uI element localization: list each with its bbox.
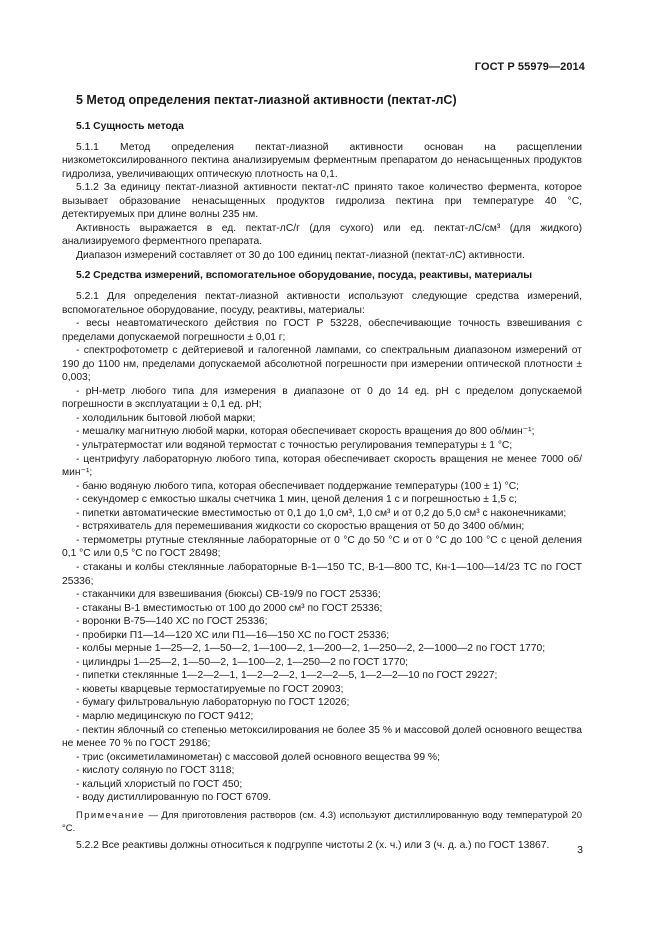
note xyxy=(62,809,582,835)
list-item: - пипетки автоматические вместимостью от 0,1 до 1,0 см³, 1,0 см³ и от 0,2 до 5,0 см³ с наконечниками; xyxy=(76,507,567,519)
paragraph-5-2-1: 5.2.1 Для определения пектат-лиазной активности используют следующие средства измерений, вспомогательное оборудование, посуду, реактивы, материалы: xyxy=(62,291,582,316)
list-item: - стаканы и колбы стеклянные лабораторные В-1—150 ТС, В-1—800 ТС, Кн-1—100—14/23 ТС по ГОСТ 25336; xyxy=(62,561,582,587)
list-item: - колбы мерные 1—25—2, 1—50—2, 1—100—2, 1—200—2, 1—250—2, 2—1000—2 по ГОСТ 1770; xyxy=(76,643,546,655)
list-item: - пектин яблочный со степенью метоксилирования не более 35 % и массовой долей основного вещества не менее 70 % по ГОСТ 29186; xyxy=(62,724,582,750)
subsection-title-5-2: 5.2 Средства измерений, вспомогательное оборудование, посуда, реактивы, материалы xyxy=(76,270,533,282)
section-title: 5 Метод определения пектат-лиазной активности (пектат-лС) xyxy=(76,93,457,107)
list-item: - весы неавтоматического действия по ГОСТ Р 53228, обеспечивающие точность взвешивания с пределами допускаемой погрешности ± 0,01 г; xyxy=(62,318,582,343)
list-item: - мешалку магнитную любой марки, которая обеспечивает скорость вращения до 800 об/мин⁻¹; xyxy=(76,426,535,438)
list-item: - кюветы кварцевые термостатируемые по ГОСТ 20903; xyxy=(76,683,344,695)
list-item: - центрифугу лабораторную любого типа, которая обеспечивает скорость вращения не менее 7000 об/мин⁻¹; xyxy=(62,453,582,479)
list-item: - цилиндры 1—25—2, 1—50—2, 1—100—2, 1—250—2 по ГОСТ 1770; xyxy=(76,656,409,668)
note-text: — Для приготовления растворов (см. 4.3) используют дистиллированную воду температурой 20 °С. xyxy=(62,809,582,834)
note-label: Примечание xyxy=(76,809,145,821)
paragraph-5-1-2: 5.1.2 За единицу пектат-лиазной активности пектат-лС принято такое количество фермента, которое вызывает образование ненасыщенных продуктов гидролиза пектина при температуре 40 °С, детектируемых при длине волны 235 нм. xyxy=(62,182,582,221)
list-item: - кальций хлористый по ГОСТ 450; xyxy=(76,778,243,790)
list-item: - воронки В-75—140 ХС по ГОСТ 25336; xyxy=(76,616,268,628)
list-item: - пробирки П1—14—120 ХС или П1—16—150 ХС по ГОСТ 25336; xyxy=(76,629,390,641)
standard-number: ГОСТ Р 55979—2014 xyxy=(474,61,585,73)
list-item: - кислоту соляную по ГОСТ 3118; xyxy=(76,765,235,777)
paragraph-5-1-1: 5.1.1 Метод определения пектат-лиазной активности основан на расщеплении низкометоксилированного пектина анализируемым ферментным препаратом до ненасыщенных продуктов гидролиза, увеличивающих оптическую плотность на 0,1. xyxy=(62,141,582,180)
list-item: - секундомер с емкостью шкалы счетчика 1 мин, ценой деления 1 с и погрешностью ± 1,5 с; xyxy=(76,494,517,506)
list-item: - спектрофотометр с дейтериевой и галогенной лампами, со спектральным диапазоном измерений от 190 до 1100 нм, пределами допускаемой абсолютной погрешности при измерении оптической плотности ± 0,003; xyxy=(62,345,582,384)
page-number: 3 xyxy=(577,844,583,856)
paragraph-measurement-range: Диапазон измерений составляет от 30 до 100 единиц пектат-лиазной (пектат-лС) активности. xyxy=(76,249,525,261)
list-item: - рН-метр любого типа для измерения в диапазоне от 0 до 14 ед. рН с пределом допускаемой погрешности в эксплуатации ± 0,1 ед. рН; xyxy=(62,385,582,411)
paragraph-5-2-2: 5.2.2 Все реактивы должны относиться к подгруппе чистоты 2 (х. ч.) или 3 (ч. д. а.) по ГОСТ 13867. xyxy=(76,839,550,851)
list-item: - холодильник бытовой любой марки; xyxy=(76,412,256,424)
list-item: - встряхиватель для перемешивания жидкости со скоростью вращения от 50 до 3400 об/мин; xyxy=(76,521,525,533)
subsection-title-5-1: 5.1 Сущность метода xyxy=(76,121,184,132)
list-item: - ультратермостат или водяной термостат с точностью регулирования температуры ± 1 °С; xyxy=(76,440,513,452)
list-item: - термометры ртутные стеклянные лабораторные от 0 °С до 50 °С и от 0 °С до 100 °С с ценой деления 0,1 °С или 0,5 °С по ГОСТ 28498; xyxy=(62,534,582,560)
page-body xyxy=(62,113,582,852)
list-item: - баню водяную любого типа, которая обеспечивает поддержание температуры (100 ± 1) °С; xyxy=(76,480,519,492)
list-item: - марлю медицинскую по ГОСТ 9412; xyxy=(76,710,254,722)
list-item: - бумагу фильтровальную лабораторную по ГОСТ 12026; xyxy=(76,697,350,709)
list-item: - воду дистиллированную по ГОСТ 6709. xyxy=(76,792,272,804)
equipment-list xyxy=(62,317,582,805)
paragraph-activity-units: Активность выражается в ед. пектат-лС/г (для сухого) или ед. пектат-лС/см³ (для жидкого) анализируемого ферментного препарата. xyxy=(62,222,582,248)
list-item: - стаканы В-1 вместимостью от 100 до 2000 см³ по ГОСТ 25336; xyxy=(76,602,383,614)
list-item: - трис (оксиметиламинометан) с массовой долей основного вещества 99 %; xyxy=(76,751,440,763)
list-item: - стаканчики для взвешивания (бюксы) СВ-19/9 по ГОСТ 25336; xyxy=(76,589,381,601)
list-item: - пипетки стеклянные 1—2—2—1, 1—2—2—2, 1—2—2—5, 1—2—2—10 по ГОСТ 29227; xyxy=(76,670,498,682)
